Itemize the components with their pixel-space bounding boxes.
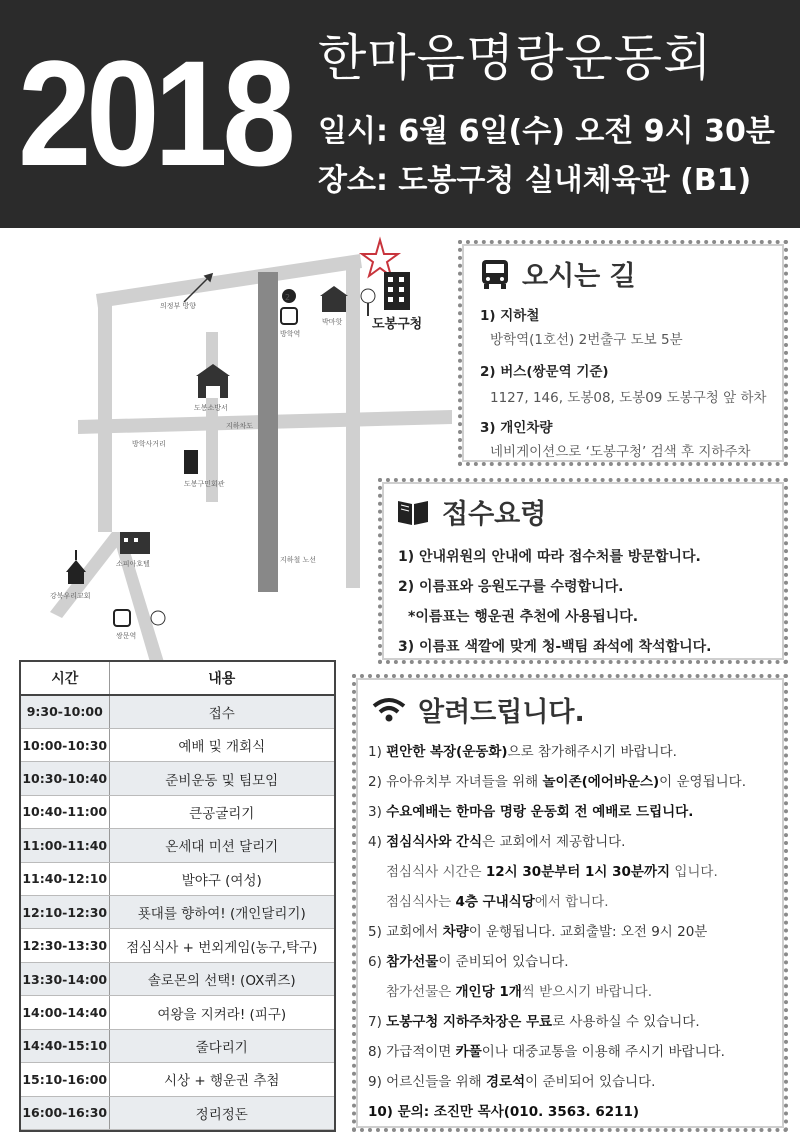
schedule-row	[21, 728, 334, 761]
book-icon	[396, 497, 430, 527]
schedule-activity: 예배 및 개회식	[109, 728, 334, 761]
event-title: 한마음명랑운동회	[318, 29, 713, 87]
registration-step-2: 2) 이름표와 응원도구를 수령합니다.	[398, 579, 624, 595]
sopia-hotel-icon	[120, 532, 150, 554]
schedule-time: 12:30-13:30	[21, 929, 109, 962]
registration-step-1: 1) 안내위원의 안내에 따라 접수처를 방문합니다.	[398, 549, 701, 565]
schedule-time: 12:10-12:30	[21, 896, 109, 929]
schedule-activity: 줄다리기	[109, 1029, 334, 1062]
schedule-table	[19, 660, 336, 1132]
bakmahat-building-icon	[320, 286, 348, 312]
schedule-row	[21, 929, 334, 962]
schedule-header-time: 시간	[21, 662, 109, 695]
notice-item-6-gift: 참가선물은 개인당 1개씩 받으시기 바랍니다.	[386, 984, 653, 1000]
map-label-subway-line: 지하철 노선	[280, 556, 317, 564]
registration-note: *이름표는 행운권 추천에 사용됩니다.	[408, 609, 639, 625]
bus-stop-sign-icon	[361, 289, 375, 316]
event-year: 2018	[18, 29, 291, 197]
notice-title: 알려드립니다.	[418, 697, 585, 728]
directions-item-car-body: 네비게이션으로 ‘도봉구청’ 검색 후 지하주차	[490, 444, 751, 460]
notice-item-4: 4) 점심식사와 간식은 교회에서 제공합니다.	[368, 834, 626, 850]
church-icon	[66, 550, 86, 584]
registration-header	[396, 492, 546, 531]
wifi-icon	[372, 697, 406, 723]
dobong-office-building-icon	[384, 272, 410, 310]
map-label-banghak-station: 방학역	[280, 330, 301, 338]
subway-line	[258, 272, 278, 592]
schedule-row	[21, 695, 334, 728]
map-label-banghak-crossroad: 방학사거리	[132, 440, 166, 448]
notice-item-5: 5) 교회에서 차량이 운행됩니다. 교회출발: 오전 9시 20분	[368, 924, 708, 940]
notice-item-2: 2) 유아유치부 자녀들을 위해 놀이존(에어바운스)이 운영됩니다.	[368, 774, 746, 790]
map-label-line-number: 2	[285, 293, 291, 302]
schedule-row	[21, 1029, 334, 1062]
map-label-church: 강북우리교회	[50, 592, 91, 600]
notice-box	[352, 674, 788, 1132]
map-label-ssangmun-station: 쌍문역	[116, 632, 137, 640]
directions-item-subway-body: 방학역(1호선) 2번출구 도보 5분	[490, 332, 683, 348]
directions-box	[458, 240, 788, 466]
event-place: 장소: 도봉구청 실내체육관 (B1)	[318, 163, 752, 198]
schedule-time: 14:00-14:40	[21, 996, 109, 1029]
map-label-dobong-office: 도봉구청	[372, 317, 423, 332]
registration-title: 접수요령	[442, 499, 547, 530]
schedule-activity: 푯대를 향하여! (개인달리기)	[109, 896, 334, 929]
map-label-fire-station: 도봉소방서	[194, 404, 228, 412]
notice-item-4-lunch-time: 점심식사 시간은 12시 30분부터 1시 30분까지 입니다.	[386, 864, 718, 880]
schedule-row	[21, 829, 334, 862]
schedule-header-content: 내용	[109, 662, 334, 695]
schedule-activity: 솔로몬의 선택! (OX퀴즈)	[109, 962, 334, 995]
schedule-row	[21, 896, 334, 929]
registration-step-3: 3) 이름표 색깔에 맞게 청-백팀 좌석에 착석합니다.	[398, 639, 712, 655]
schedule-row	[21, 1096, 334, 1129]
schedule-row	[21, 862, 334, 895]
map-label-civic-center: 도봉구민회관	[184, 480, 225, 488]
schedule-row	[21, 962, 334, 995]
schedule-time: 10:40-11:00	[21, 795, 109, 828]
schedule-activity: 온세대 미션 달리기	[109, 829, 334, 862]
registration-box	[378, 478, 788, 664]
notice-header	[372, 690, 585, 729]
notice-item-4-lunch-place: 점심식사는 4층 구내식당에서 합니다.	[386, 894, 609, 910]
schedule-activity: 시상 + 행운권 추첨	[109, 1063, 334, 1096]
schedule-row	[21, 996, 334, 1029]
schedule-row	[21, 762, 334, 795]
schedule-activity: 여왕을 지켜라! (피구)	[109, 996, 334, 1029]
schedule-time: 11:40-12:10	[21, 862, 109, 895]
schedule-time: 16:00-16:30	[21, 1096, 109, 1129]
schedule-activity: 발야구 (여성)	[109, 862, 334, 895]
schedule-time: 15:10-16:00	[21, 1063, 109, 1096]
directions-item-subway-head: 1) 지하철	[480, 308, 540, 324]
bus-icon	[480, 258, 510, 290]
header-banner	[0, 0, 800, 228]
notice-item-7: 7) 도봉구청 지하주차장은 무료로 사용하실 수 있습니다.	[368, 1014, 700, 1030]
civic-center-building-icon	[184, 450, 198, 474]
directions-item-car-head: 3) 개인차량	[480, 420, 553, 436]
notice-item-6: 6) 참가선물이 준비되어 있습니다.	[368, 954, 569, 970]
destination-star-icon	[362, 240, 398, 276]
map-label-bakmahat: 박마핫	[322, 318, 343, 326]
schedule-time: 14:40-15:10	[21, 1029, 109, 1062]
schedule-time: 11:00-11:40	[21, 829, 109, 862]
map-label-uijeongbu: 의정부 방향	[160, 302, 197, 310]
schedule-time: 13:30-14:00	[21, 962, 109, 995]
schedule-row	[21, 795, 334, 828]
notice-item-10: 10) 문의: 조진만 목사(010. 3563. 6211)	[368, 1104, 640, 1120]
fire-station-icon	[196, 364, 230, 398]
notice-item-8: 8) 가급적이면 카풀이나 대중교통을 이용해 주시기 바랍니다.	[368, 1044, 725, 1060]
schedule-activity: 준비운동 및 팀모임	[109, 762, 334, 795]
map-label-subway-side: 지하차도	[226, 422, 254, 430]
schedule-time: 10:30-10:40	[21, 762, 109, 795]
notice-item-1: 1) 편안한 복장(운동화)으로 참가해주시기 바랍니다.	[368, 744, 677, 760]
schedule-activity: 점심식사 + 번외게임(농구,탁구)	[109, 929, 334, 962]
notice-item-3: 3) 수요예배는 한마음 명랑 운동회 전 예배로 드립니다.	[368, 804, 694, 820]
directions-header	[480, 254, 636, 293]
schedule-activity: 큰공굴리기	[109, 795, 334, 828]
directions-title: 오시는 길	[522, 261, 636, 292]
schedule-activity: 정리정돈	[109, 1096, 334, 1129]
schedule-header-row	[21, 662, 334, 695]
schedule-row	[21, 1063, 334, 1096]
directions-item-bus-body: 1127, 146, 도봉08, 도봉09 도봉구청 앞 하차	[490, 390, 767, 406]
map-label-sopia: 소피아호텔	[116, 560, 150, 568]
directions-item-bus-head: 2) 버스(쌍문역 기준)	[480, 364, 609, 380]
schedule-activity: 접수	[109, 695, 334, 728]
schedule-time: 10:00-10:30	[21, 728, 109, 761]
notice-item-9: 9) 어르신들을 위해 경로석이 준비되어 있습니다.	[368, 1074, 656, 1090]
schedule-time: 9:30-10:00	[21, 695, 109, 728]
event-date: 일시: 6월 6일(수) 오전 9시 30분	[318, 114, 775, 149]
